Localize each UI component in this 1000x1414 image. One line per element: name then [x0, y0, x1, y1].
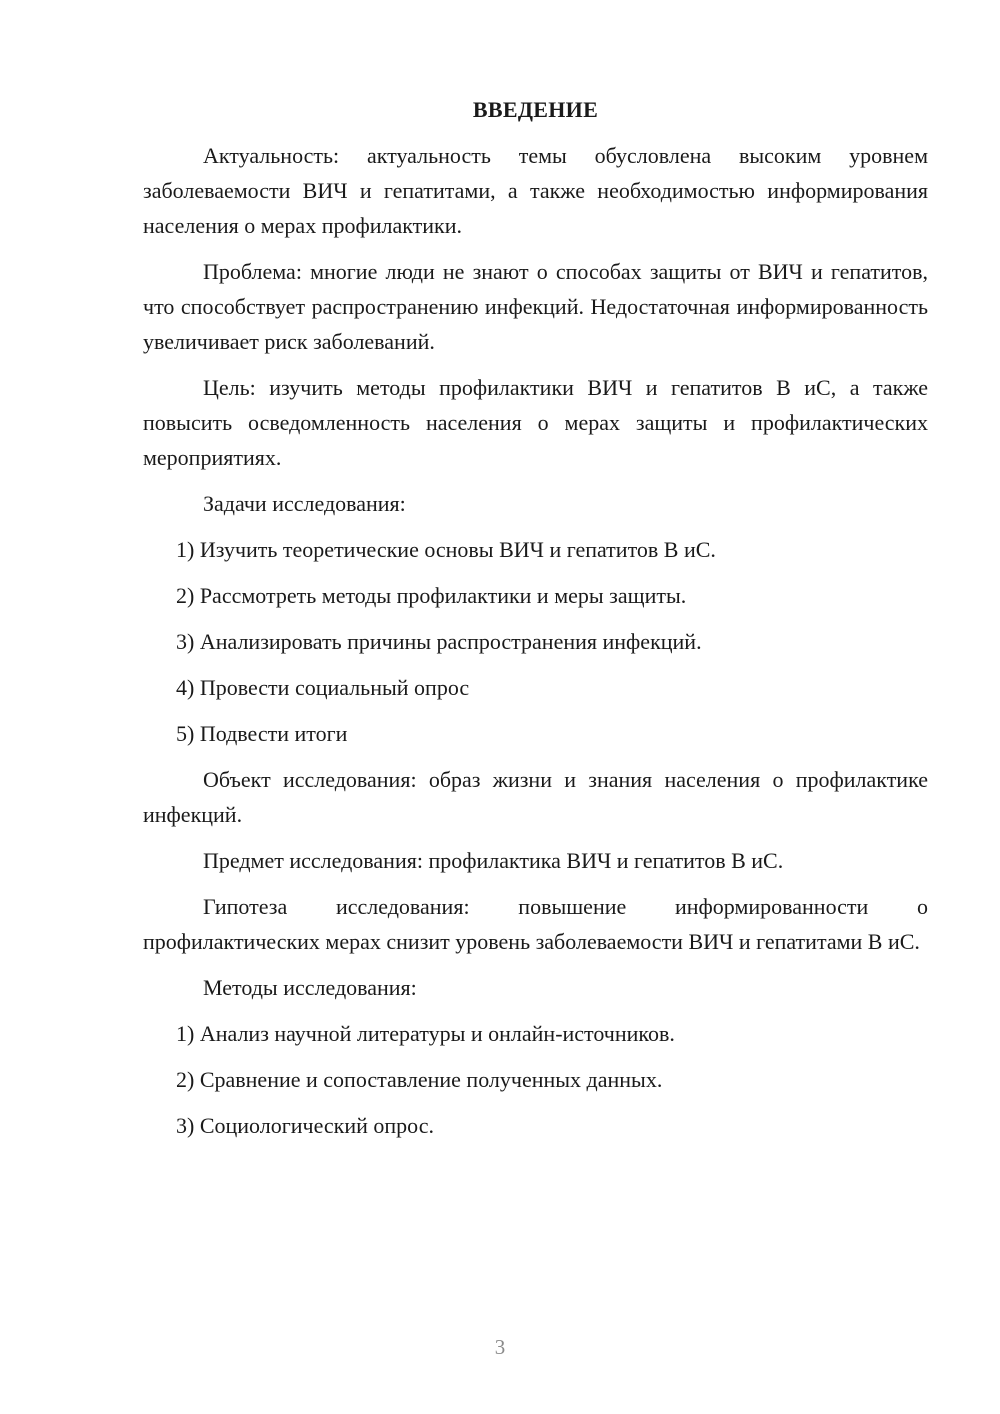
- methods-list: [143, 1016, 928, 1143]
- subject-paragraph: Предмет исследования: профилактика ВИЧ и гепатитов В иС.: [203, 848, 784, 873]
- list-item: 5) Подвести итоги: [176, 721, 348, 746]
- list-item: 4) Провести социальный опрос: [176, 675, 470, 700]
- tasks-heading: Задачи исследования:: [203, 491, 406, 516]
- page-number: 3: [494, 1335, 506, 1359]
- goal-paragraph: Цель: изучить методы профилактики ВИЧ и гепатитов В иС, а также повысить осведомленность населения о мерах защиты и профилактических мероприятиях.: [143, 375, 928, 470]
- list-item: 3) Социологический опрос.: [176, 1113, 434, 1138]
- tasks-list: [143, 532, 928, 751]
- object-paragraph: Объект исследования: образ жизни и знания населения о профилактике инфекций.: [143, 767, 928, 827]
- list-item: 1) Изучить теоретические основы ВИЧ и гепатитов В иС.: [176, 537, 716, 562]
- list-item: 2) Рассмотреть методы профилактики и меры защиты.: [176, 583, 687, 608]
- page-title: ВВЕДЕНИЕ: [472, 97, 599, 122]
- hypothesis-paragraph: Гипотеза исследования: повышение информированности о профилактических мерах снизит уровень заболеваемости ВИЧ и гепатитами В иС.: [143, 894, 928, 954]
- list-item: 3) Анализировать причины распространения инфекций.: [176, 629, 702, 654]
- relevance-paragraph: Актуальность: актуальность темы обусловлена высоким уровнем заболеваемости ВИЧ и гепатитами, а также необходимостью информирования населения о мерах профилактики.: [143, 143, 928, 238]
- list-item: 2) Сравнение и сопоставление полученных данных.: [176, 1067, 663, 1092]
- methods-heading: Методы исследования:: [203, 975, 417, 1000]
- list-item: 1) Анализ научной литературы и онлайн-источников.: [176, 1021, 675, 1046]
- problem-paragraph: Проблема: многие люди не знают о способах защиты от ВИЧ и гепатитов, что способствует распространению инфекций. Недостаточная информированность увеличивает риск заболеваний.: [143, 259, 928, 354]
- document-page: [143, 92, 928, 1154]
